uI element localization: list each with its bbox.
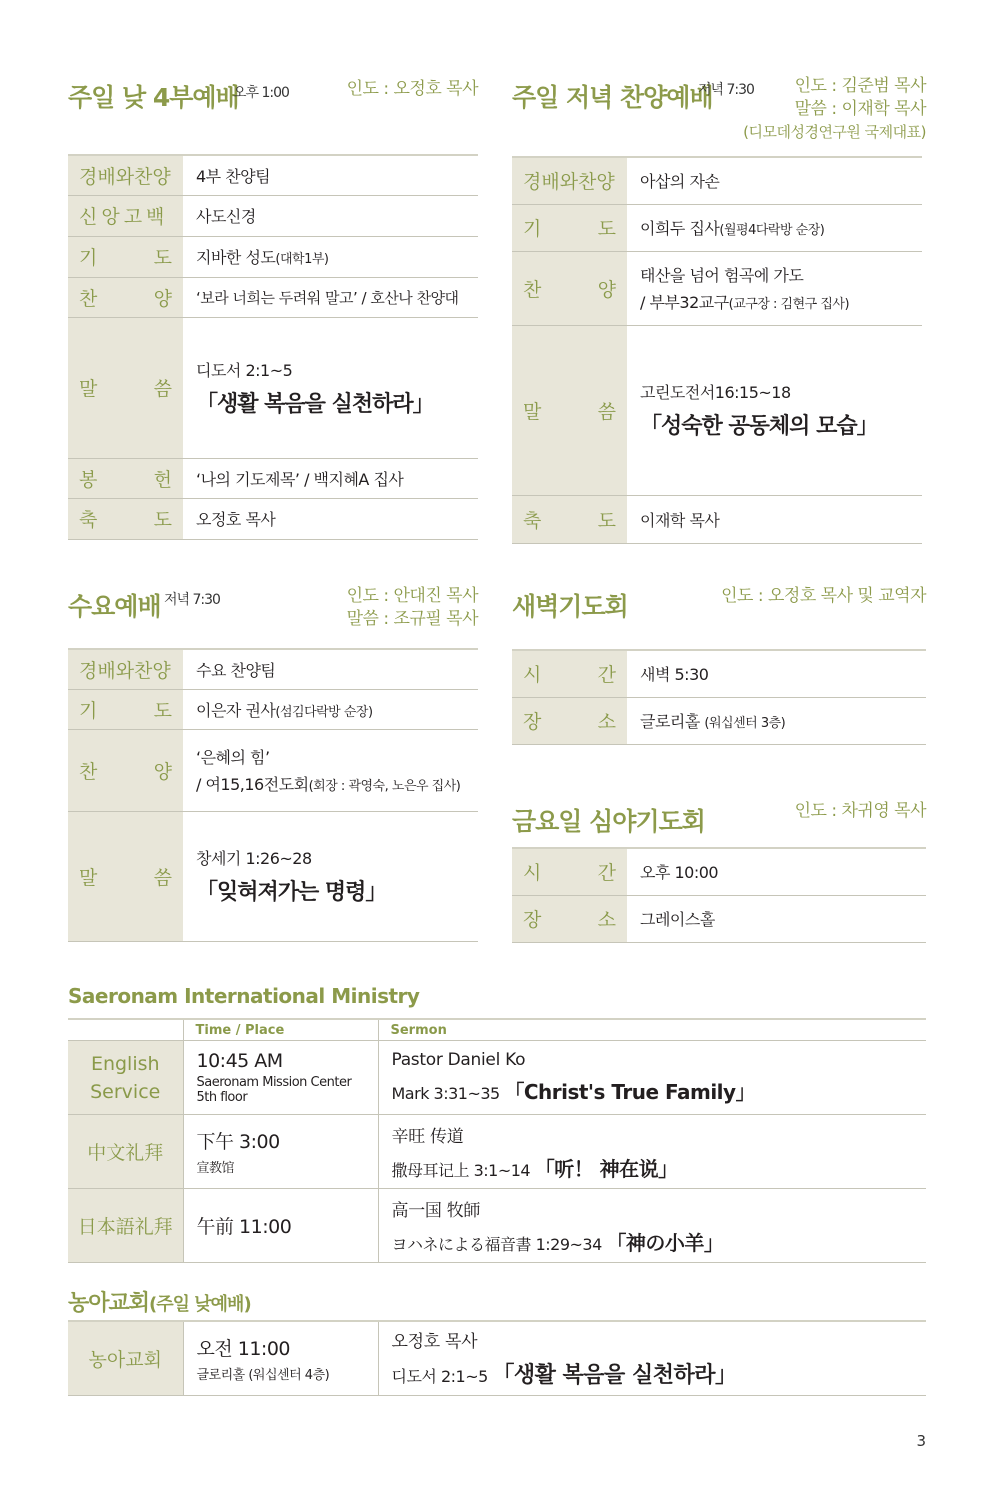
sunday-evening-affiliation: (디모데성경연구원 국제대표): [743, 123, 926, 141]
deaf-table: [68, 1320, 926, 1396]
table-row: [68, 649, 478, 689]
dawn-header: [512, 585, 926, 655]
service-label-line1: 日本語礼拜: [77, 1216, 173, 1238]
table-header-row: [68, 1019, 926, 1041]
wednesday-header: [68, 585, 478, 655]
wednesday-info: [347, 585, 478, 631]
column-header-sermon: Sermon: [378, 1019, 926, 1041]
service-label-line1: 中文礼拜: [87, 1142, 164, 1164]
table-row: [512, 848, 926, 895]
row-label: 경배와찬양: [79, 165, 171, 188]
wednesday-service-section: [68, 585, 478, 905]
row-label-b: 도: [153, 699, 172, 722]
service-time: 오전 11:00: [196, 1337, 291, 1360]
service-label-line2: Service: [90, 1080, 161, 1103]
row-label: 경배와찬양: [523, 171, 615, 194]
sermon-title: 「성숙한 공동체의 모습」: [640, 414, 878, 439]
row-label-a: 축: [523, 509, 542, 532]
sunday-evening-leader: 인도 : 김준범 목사: [794, 76, 926, 96]
table-row: [68, 729, 478, 811]
row-label-a: 장: [523, 711, 542, 733]
sunday-evening-header: [512, 75, 926, 145]
row-label-b: 간: [597, 664, 616, 687]
sermon-title: 「Christ's True Family」: [504, 1080, 756, 1104]
service-place-line1: Saeronam Mission Center: [196, 1075, 352, 1090]
table-row: [68, 458, 478, 498]
row-label-a: 시: [523, 664, 542, 687]
sunday-evening-title: 주일 저녁 찬양예배: [512, 83, 713, 112]
row-label-a: 찬: [79, 287, 98, 310]
deaf-church-section: [68, 1286, 926, 1389]
friday-table: [512, 847, 926, 943]
service-time: 10:45 AM: [196, 1050, 283, 1072]
sermon-title: 「听！ 神在说」: [534, 1156, 678, 1181]
friday-title: 금요일 심야기도회: [512, 807, 705, 836]
deaf-title: 농아교회: [68, 1291, 150, 1316]
row-note: (섬김다락방 순장): [275, 704, 373, 720]
table-row: [68, 277, 478, 317]
service-label: 농아교회: [88, 1348, 162, 1371]
sunday-4th-header: [68, 78, 478, 148]
row-label-a: 기: [79, 247, 98, 269]
table-row: [512, 495, 922, 543]
table-row: [512, 650, 926, 697]
row-note: (월평4다락방 순장): [719, 223, 825, 238]
row-label-a: 말: [79, 378, 98, 400]
row-value: 오후 10:00: [640, 863, 719, 883]
table-row: [68, 1189, 926, 1263]
sunday-evening-section: [512, 75, 926, 532]
table-row: [68, 317, 478, 458]
row-value: 수요 찬양팀: [196, 660, 276, 680]
table-row: [68, 498, 478, 539]
row-value: 그레이스홀: [640, 910, 715, 929]
sunday-evening-info: [743, 75, 926, 144]
wednesday-table: [68, 648, 478, 942]
table-row: [68, 811, 478, 941]
service-place: 글로리홀 (워십센터 4층): [196, 1367, 330, 1383]
table-row: [512, 157, 922, 204]
preacher: 오정호 목사: [391, 1332, 478, 1353]
row-label-b: 양: [153, 287, 172, 310]
hymn-choir-note: (교구장 : 김현구 집사): [728, 297, 850, 312]
sunday-4th-title: 주일 낮 4부예배: [68, 83, 239, 112]
row-label-b: 씀: [597, 400, 616, 423]
table-row: [68, 236, 478, 277]
preacher: Pastor Daniel Ko: [391, 1050, 526, 1070]
row-value: 이재학 목사: [640, 510, 720, 530]
row-label-a: 축: [79, 509, 98, 531]
service-time: 午前 11:00: [196, 1216, 292, 1238]
row-label-b: 씀: [153, 378, 172, 400]
preacher: 辛旺 传道: [391, 1126, 464, 1147]
row-label-a: 기: [523, 218, 542, 240]
scripture-reference: 디도서 2:1~5: [196, 360, 293, 380]
sermon-title: 「생활 복음을 실천하라」: [492, 1363, 737, 1389]
row-label-a: 봉: [79, 468, 98, 491]
sunday-evening-time: 저녁 7:30: [698, 82, 754, 98]
row-label-b: 양: [597, 278, 616, 301]
scripture-reference: Mark 3:31~35: [391, 1084, 500, 1103]
service-label-line1: English: [90, 1052, 160, 1075]
row-value: 이은자 권사: [196, 700, 276, 720]
row-label-b: 도: [153, 247, 172, 269]
scripture-reference: 디도서 2:1~5: [391, 1367, 488, 1387]
sunday-4th-leader: 인도 : 오정호 목사: [346, 79, 478, 99]
table-row: [512, 697, 926, 744]
table-row: [512, 251, 922, 325]
row-label-b: 헌: [153, 468, 172, 491]
service-time: 下午 3:00: [196, 1131, 280, 1153]
row-label-b: 씀: [153, 866, 172, 889]
friday-prayer-section: [512, 800, 926, 931]
row-label-a: 찬: [523, 278, 542, 301]
sunday-4th-time: 오후 1:00: [233, 85, 289, 101]
row-value: ‘나의 기도제목’ / 백지혜A 집사: [196, 469, 404, 489]
row-label-a: 기: [79, 699, 98, 722]
column-header-time-place: Time / Place: [183, 1019, 378, 1041]
service-place-line1: 宣教馆: [196, 1161, 235, 1176]
dawn-leader: 인도 : 오정호 목사 및 교역자: [721, 586, 926, 606]
sunday-evening-table: [512, 156, 922, 544]
sermon-title: 「神の小羊」: [606, 1230, 724, 1255]
sunday-4th-service-section: [68, 78, 478, 531]
row-label-b: 양: [153, 760, 172, 783]
preacher: 高一国 牧師: [391, 1200, 481, 1221]
table-row: [512, 895, 926, 942]
row-label-a: 장: [523, 909, 542, 931]
table-row: [68, 1321, 926, 1395]
row-label: 신앙고백: [79, 206, 169, 228]
row-value: 지바한 성도: [196, 248, 276, 267]
row-value: 사도신경: [196, 207, 256, 226]
row-label-a: 말: [523, 400, 542, 423]
row-value: 오정호 목사: [196, 510, 276, 529]
table-row: [68, 155, 478, 195]
table-row: [512, 204, 922, 251]
row-label-b: 도: [153, 509, 172, 531]
dawn-table: [512, 649, 926, 745]
row-value: ‘보라 너희는 두려워 말고’ / 호산나 찬양대: [196, 288, 459, 307]
row-value: 글로리홀: [640, 712, 700, 731]
row-value: 이희두 집사: [640, 219, 720, 238]
row-label-b: 간: [597, 862, 616, 885]
wednesday-title: 수요예배: [68, 592, 161, 621]
scripture-reference: 撒母耳记上 3:1~14: [391, 1160, 531, 1180]
row-label-b: 도: [597, 509, 616, 532]
friday-leader: 인도 : 차귀영 목사: [794, 801, 926, 821]
row-note: (대학1부): [275, 252, 329, 267]
hymn-choir: / 부부32교구: [640, 293, 729, 312]
international-title: Saeronam International Ministry: [68, 984, 420, 1008]
page-number: 3: [916, 1432, 926, 1450]
international-table: [68, 1018, 926, 1263]
row-label-b: 소: [597, 909, 616, 931]
hymn-choir: / 여15,16전도회: [196, 775, 309, 794]
row-label-a: 찬: [79, 760, 98, 783]
sermon-title: 「생활 복음을 실천하라」: [196, 391, 434, 417]
deaf-title-line: [68, 1286, 926, 1317]
sunday-4th-table: [68, 154, 478, 540]
service-place-line2: 5th floor: [196, 1090, 248, 1105]
row-label-b: 소: [597, 711, 616, 733]
scripture-reference: 창세기 1:26~28: [196, 849, 312, 868]
sermon-title: 「잊혀져가는 명령」: [196, 880, 387, 905]
table-row: [68, 689, 478, 729]
table-row: [68, 195, 478, 236]
scripture-reference: ヨハネによる福音書 1:29~34: [391, 1234, 602, 1254]
wednesday-preacher: 말씀 : 조규필 목사: [346, 609, 478, 629]
row-label-b: 도: [597, 218, 616, 240]
wednesday-time: 저녁 7:30: [164, 592, 220, 608]
dawn-prayer-section: [512, 585, 926, 733]
row-note: (워십센터 3층): [704, 716, 786, 731]
international-ministry-section: [68, 984, 926, 1255]
row-value: 새벽 5:30: [640, 665, 709, 685]
row-value: 4부 찬양팀: [196, 166, 271, 186]
deaf-title-suffix: (주일 낮예배): [149, 1294, 251, 1315]
row-value: 아삽의 자손: [640, 172, 720, 192]
hymn-title: 태산을 넘어 험곡에 가도: [640, 266, 804, 285]
table-row: [68, 1041, 926, 1115]
table-row: [512, 325, 922, 495]
dawn-title: 새벽기도회: [512, 592, 628, 621]
row-label-a: 말: [79, 866, 98, 889]
hymn-choir-note: (회장 : 곽영숙, 노은우 집사): [308, 779, 461, 794]
row-label-a: 시: [523, 862, 542, 885]
sunday-evening-preacher: 말씀 : 이재학 목사: [794, 99, 926, 119]
hymn-title: ‘은혜의 힘’: [196, 748, 270, 767]
row-label: 경배와찬양: [79, 659, 171, 682]
table-row: [68, 1115, 926, 1189]
wednesday-leader: 인도 : 안대진 목사: [346, 586, 478, 606]
scripture-reference: 고린도전서16:15~18: [640, 383, 791, 402]
